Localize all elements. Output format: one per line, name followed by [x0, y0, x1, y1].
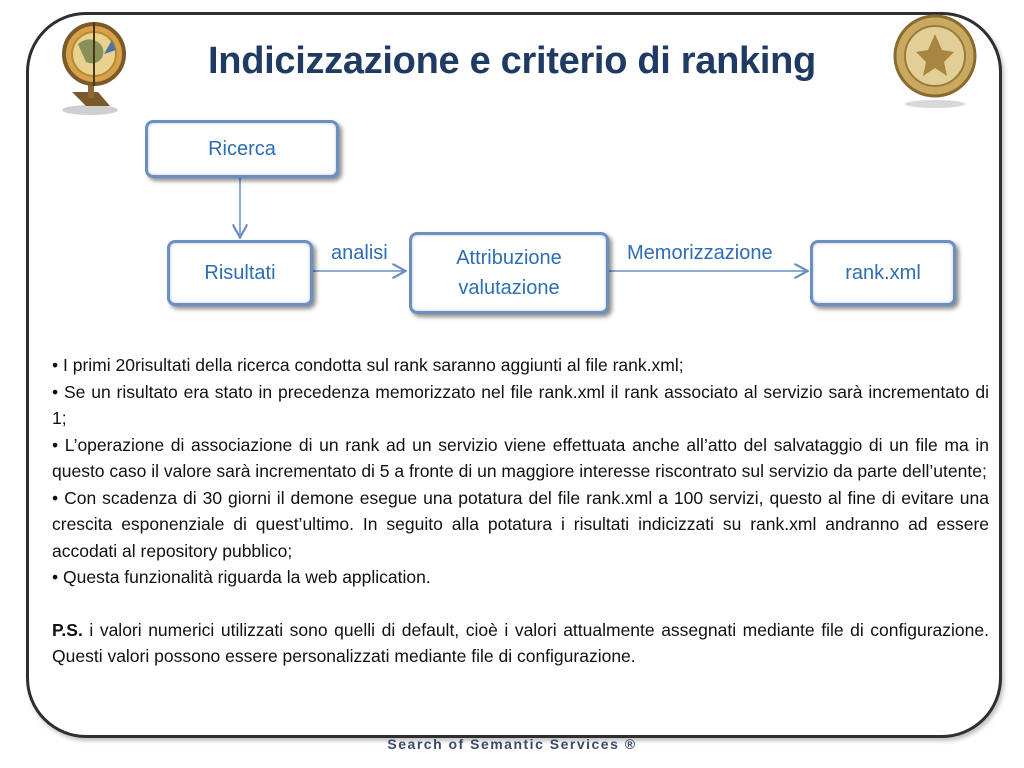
bullet-item: • L’operazione di associazione di un rank ad un servizio viene effettuata anche all’atto del salvataggio di un file ma in questo caso il valore sarà incrementato di 5 a fronte di un maggiore interesse riscontrato sul servizio da parte dell’utente; [52, 434, 989, 481]
attribuzione-label-line1: Attribuzione [456, 247, 562, 269]
bullet-item: • Questa funzionalità riguarda la web application. [52, 567, 431, 587]
rank-xml-node [810, 240, 956, 306]
memorizzazione-label: Memorizzazione [627, 242, 773, 264]
risultati-node [167, 240, 313, 306]
rank-xml-label: rank.xml [845, 262, 921, 284]
description-text [52, 352, 989, 670]
ricerca-label: Ricerca [208, 138, 276, 160]
risultati-label: Risultati [204, 262, 276, 284]
bullet-item: • I primi 20risultati della ricerca condotta sul rank saranno aggiunti al file rank.xml; [52, 355, 684, 375]
ps-note [52, 617, 989, 670]
bullet-item: • Con scadenza di 30 giorni il demone esegue una potatura del file rank.xml a 100 servizi, questo al fine di evitare una crescita esponenziale di quest’ultimo. In seguito alla potatura i risultati indicizzati su rank.xml andranno ad essere accodati al repository pubblico; [52, 487, 989, 561]
footer-text: Search of Semantic Services ® [387, 736, 637, 752]
ps-text: i valori numerici utilizzati sono quelli di default, cioè i valori attualmente assegnati mediante file di configurazione. Questi valori possono essere personalizzati mediante file di configurazione. [52, 619, 989, 666]
ricerca-node [145, 120, 339, 178]
attribuzione-node [409, 232, 609, 314]
ps-label: P.S. [52, 619, 83, 640]
analisi-label: analisi [331, 242, 388, 264]
attribuzione-label-line2: valutazione [458, 277, 560, 299]
bullet-item: • Se un risultato era stato in precedenza memorizzato nel file rank.xml il rank associato al servizio sarà incrementato di 1; [52, 381, 989, 428]
page-title: Indicizzazione e criterio di ranking [208, 40, 816, 82]
